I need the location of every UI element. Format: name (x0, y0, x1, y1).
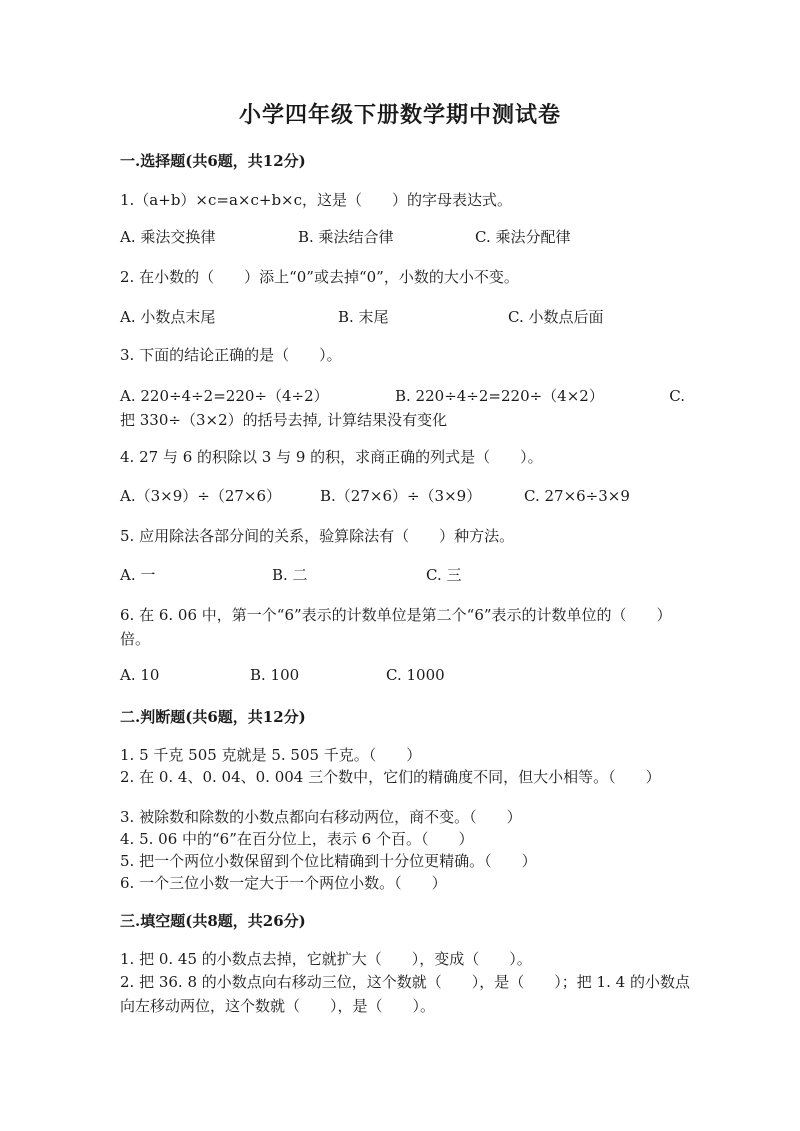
option-c: C. (669, 387, 685, 405)
choice-options-1 (120, 225, 690, 249)
option-a: A. 乘法交换律 (120, 228, 216, 246)
judge-item-6: 6. 一个三位小数一定大于一个两位小数。（ ） (120, 874, 447, 892)
choice-options-6 (120, 663, 690, 687)
option-b: B. 100 (250, 666, 300, 684)
judge-item-5: 5. 把一个两位小数保留到个位比精确到十分位更精确。（ ） (120, 852, 537, 870)
option-c: C. 三 (426, 566, 462, 584)
option-c: C. 乘法分配律 (475, 228, 571, 246)
fill-item-1: 1. 把 0. 45 的小数点去掉，它就扩大（ ），变成（ ）。 (120, 950, 532, 968)
option-c: C. 1000 (386, 666, 445, 684)
option-a: A. 一 (120, 566, 156, 584)
choice-question-6: 6. 在 6. 06 中，第一个“6”表示的计数单位是第二个“6”表示的计数单位的（ ）倍。 (120, 606, 672, 648)
page-title: 小学四年级下册数学期中测试卷 (238, 102, 561, 128)
fill-item-2: 2. 把 36. 8 的小数点向右移动三位，这个数就（ ），是（ ）；把 1. 4 的小数点向左移动两位，这个数就（ ），是（ ）。 (120, 973, 690, 1015)
option-b: B. 220÷4÷2=220÷（4×2） (395, 387, 604, 405)
option-c: C. 27×6÷3×9 (524, 487, 630, 505)
choice-question-2: 2. 在小数的（ ）添上“0”或去掉“0”，小数的大小不变。 (120, 268, 519, 286)
judge-item-4: 4. 5. 06 中的“6”在百分位上，表示 6 个百。（ ） (120, 830, 474, 848)
choice-question-1: 1.（a+b）×c=a×c+b×c，这是（ ）的字母表达式。 (120, 191, 513, 209)
option-b: B. 乘法结合律 (298, 228, 394, 246)
option-a: A. 10 (120, 666, 160, 684)
section-heading-judge: 二.判断题(共6题，共12分) (120, 708, 306, 726)
option-c-text: 把 330÷（3×2）的括号去掉, 计算结果没有变化 (120, 411, 448, 429)
option-b: B. 末尾 (338, 308, 389, 326)
judge-item-2: 2. 在 0. 4、0. 04、0. 004 三个数中，它们的精确度不同，但大小相等。（ ） (120, 768, 661, 786)
choice-question-5: 5. 应用除法各部分间的关系，验算除法有（ ）种方法。 (120, 527, 515, 545)
option-a: A.（3×9）÷（27×6） (120, 487, 282, 505)
judge-item-3: 3. 被除数和除数的小数点都向右移动两位，商不变。（ ） (120, 808, 522, 826)
option-b: B.（27×6）÷（3×9） (320, 487, 482, 505)
judge-item-1: 1. 5 千克 505 克就是 5. 505 千克。（ ） (120, 746, 422, 764)
choice-question-4: 4. 27 与 6 的积除以 3 与 9 的积，求商正确的列式是（ ）。 (120, 448, 543, 466)
section-heading-fill: 三.填空题(共8题，共26分) (120, 912, 306, 930)
choice-question-3: 3. 下面的结论正确的是（ ）。 (120, 346, 342, 364)
option-b: B. 二 (272, 566, 308, 584)
option-a: A. 220÷4÷2=220÷（4÷2） (120, 387, 329, 405)
option-c: C. 小数点后面 (508, 308, 604, 326)
choice-options-2 (120, 305, 690, 329)
choice-options-3 (120, 384, 690, 432)
section-heading-choice: 一.选择题(共6题，共12分) (120, 152, 306, 170)
option-a: A. 小数点末尾 (120, 308, 216, 326)
choice-options-4 (120, 484, 690, 508)
choice-options-5 (120, 563, 690, 587)
